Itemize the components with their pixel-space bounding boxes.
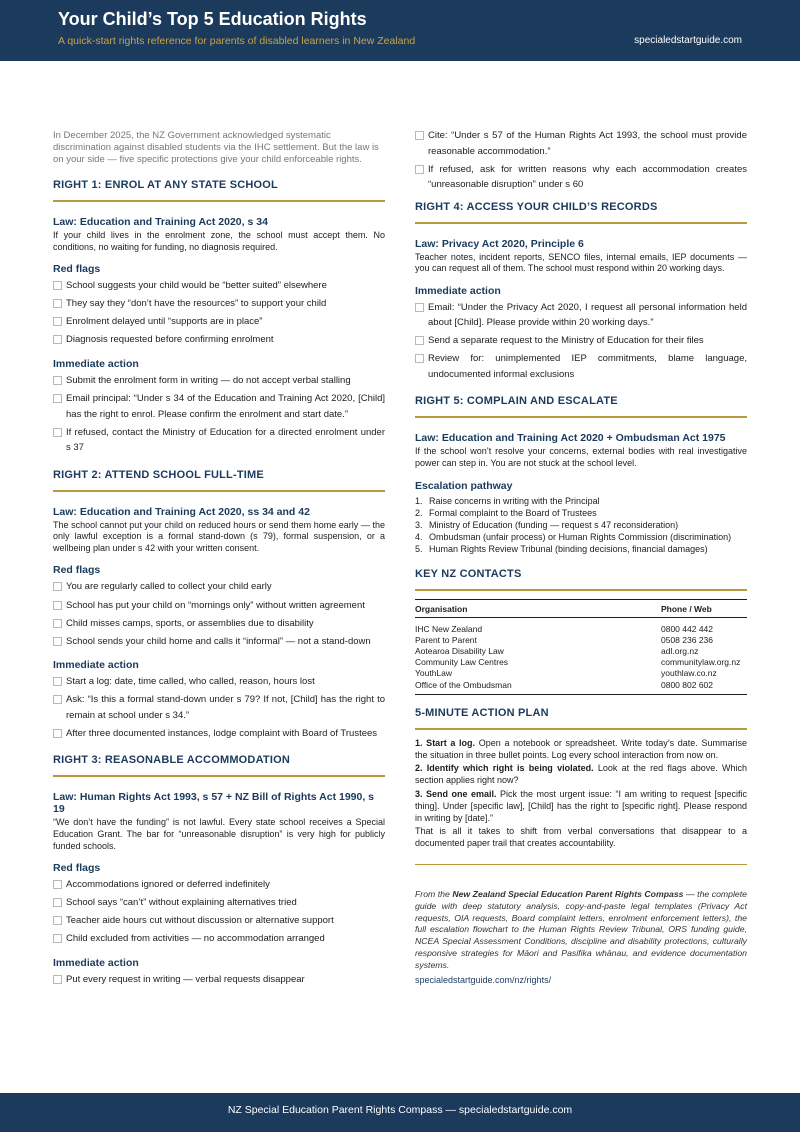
org-cell: YouthLaw [415, 668, 453, 679]
page-footer: NZ Special Education Parent Rights Compass — specialedstartguide.com [0, 1093, 800, 1132]
right2-action-label: Immediate action [53, 659, 139, 672]
checklist-item [53, 616, 385, 632]
checklist-item-text: After three documented instances, lodge complaint with Board of Trustees [66, 727, 378, 739]
checklist-item-text: Enrolment delayed until “supports are in place” [66, 316, 263, 328]
table-row [415, 657, 747, 668]
pathway-step [415, 495, 747, 507]
checklist-item-text: Child excluded from activities — no accommodation arranged [66, 933, 325, 945]
org-cell: Community Law Centres [415, 657, 509, 668]
table-row [415, 680, 747, 695]
step-text: Formal complaint to the Board of Trustees [429, 507, 597, 518]
checklist-item [53, 726, 385, 742]
table-row [415, 646, 747, 657]
checklist-item-text: Send a separate request to the Ministry of Education for their files [428, 335, 704, 347]
checklist-item [53, 579, 385, 595]
page-header [0, 0, 800, 61]
right3-red-flags-list [53, 877, 385, 947]
checklist-item [53, 314, 385, 330]
plan-step-2-text: Look at the red flags above. Which section applies right now? [415, 763, 747, 786]
checklist-item-text: They say they “don’t have the resources” to support your child [66, 298, 327, 310]
web-link-cell[interactable]: adl.org.nz [661, 646, 699, 657]
checklist-item [53, 391, 385, 422]
checklist-item-text: Cite: “Under s 57 of the Human Rights Act 1993, the school must provide reasonable accommodation.” [428, 130, 747, 157]
promo-book-title: New Zealand Special Education Parent Rights Compass [452, 889, 684, 900]
checkbox[interactable] [53, 394, 62, 403]
checklist-item [53, 972, 385, 988]
phone-cell: 0800 802 602 [661, 680, 747, 695]
table-row [415, 635, 747, 646]
phone-cell: 0508 236 236 [661, 634, 713, 645]
checklist-item [53, 913, 385, 929]
checkbox[interactable] [53, 695, 62, 704]
promo-link[interactable]: specialedstartguide.com/nz/rights/ [415, 974, 552, 985]
checkbox[interactable] [53, 975, 62, 984]
step-number: 3. [415, 519, 423, 530]
plan-step-1-text: Open a notebook or spreadsheet. Write today’s date. Summarise the situation in three bullet points. Log every school interaction from now on. [415, 737, 748, 760]
checkbox[interactable] [415, 131, 424, 140]
pathway-step [415, 531, 747, 543]
checklist-item [415, 162, 747, 193]
checkbox[interactable] [415, 354, 424, 363]
right3-section [53, 754, 385, 987]
checkbox[interactable] [415, 336, 424, 345]
org-cell: Parent to Parent [415, 634, 477, 645]
right3-heading: RIGHT 3: REASONABLE ACCOMMODATION [53, 754, 385, 777]
step-number: 5. [415, 543, 423, 554]
right2-heading: RIGHT 2: ATTEND SCHOOL FULL-TIME [53, 469, 385, 492]
checklist-item [53, 931, 385, 947]
checklist-item [53, 373, 385, 389]
right3-actions-list [53, 972, 385, 988]
page-subtitle: A quick-start rights reference for parents of disabled learners in New Zealand [58, 35, 416, 47]
step-number: 2. [415, 507, 423, 518]
checklist-item [53, 692, 385, 723]
right4-actions-list [415, 300, 747, 383]
contacts-heading: KEY NZ CONTACTS [415, 568, 747, 591]
step-text: Ombudsman (unfair process) or Human Rights Commission (discrimination) [429, 531, 732, 542]
right2-red-flags-list [53, 579, 385, 649]
right5-section [415, 395, 747, 554]
checklist-item-text: School suggests your child would be “better suited” elsewhere [66, 280, 327, 292]
checklist-item-text: Submit the enrolment form in writing — do not accept verbal stalling [66, 374, 351, 386]
checklist-item [53, 278, 385, 294]
checkbox[interactable] [53, 601, 62, 610]
escalation-pathway-list [415, 495, 747, 555]
checklist-item-text: If refused, contact the Ministry of Education for a directed enrolment under s 37 [66, 426, 385, 454]
checklist-item-text: Diagnosis requested before confirming enrolment [66, 334, 274, 346]
org-cell: IHC New Zealand [415, 623, 483, 634]
checklist-item [53, 895, 385, 911]
plan-step-1-title: 1. Start a log. [415, 737, 476, 748]
plan-step-3 [415, 789, 747, 824]
left-column [53, 128, 385, 990]
right1-actions-list [53, 373, 385, 456]
table-row [415, 668, 747, 679]
org-cell: Aotearoa Disability Law [415, 646, 504, 657]
right2-red-flags-label: Red flags [53, 564, 101, 577]
table-row [415, 617, 747, 635]
checklist-item [415, 128, 747, 159]
checkbox[interactable] [53, 619, 62, 628]
pathway-step [415, 543, 747, 555]
checkbox[interactable] [53, 677, 62, 686]
right1-heading: RIGHT 1: ENROL AT ANY STATE SCHOOL [53, 179, 385, 202]
table-header-row [415, 599, 747, 617]
checklist-item-text: Child misses camps, sports, or assemblies due to disability [66, 617, 314, 629]
step-number: 1. [415, 495, 423, 506]
checkbox[interactable] [415, 303, 424, 312]
checklist-item-text: School sends your child home and calls it “informal” — not a stand-down [66, 635, 371, 647]
org-cell: Office of the Ombudsman [415, 680, 661, 695]
promo-lead: From the [415, 889, 453, 900]
right1-description: If your child lives in the enrolment zone, the school must accept them. No conditions, no waiting for funding, no diagnosis required. [53, 230, 385, 252]
step-text: Raise concerns in writing with the Principal [429, 495, 600, 506]
promo-description: — the complete guide with deep statutory analysis, copy-and-paste legal templates (Privacy Act requests, OIA requests, Board complaint letters, enrolment enforcement letters), the full escalation flowchart to the Human Rights Review Tribunal, ORS funding guide, NCEA Special Assessment Conditions, discipline and disability protections, culturally responsive strategies for Māori and Pasifika whānau, and evidence documentation systems. [415, 889, 747, 970]
checklist-item [53, 634, 385, 650]
checklist-item-text: If refused, ask for written reasons why each accommodation creates “unreasonable disruption” under s 60 [428, 163, 747, 191]
right3-action-label: Immediate action [53, 956, 139, 969]
plan-step-2-title: 2. Identify which right is being violated. [415, 763, 594, 774]
checklist-item-text: You are regularly called to collect your child early [66, 581, 272, 593]
plan-step-1 [415, 738, 747, 762]
promo-text [415, 889, 747, 972]
right-column [415, 128, 747, 985]
step-text: Ministry of Education (funding — request s 47 reconsideration) [429, 519, 679, 530]
pathway-step [415, 507, 747, 519]
checkbox[interactable] [53, 916, 62, 925]
right2-section [53, 469, 385, 742]
checklist-item [53, 674, 385, 690]
checkbox[interactable] [53, 898, 62, 907]
checkbox[interactable] [53, 582, 62, 591]
checkbox[interactable] [53, 299, 62, 308]
checklist-item-text: Email: “Under the Privacy Act 2020, I request all personal information held about [Child]. Please provide within 20 working days.” [428, 301, 747, 329]
checklist-item-text: Ask: “Is this a formal stand-down under s 79? If not, [Child] has the right to remain at school under s 34.” [66, 694, 385, 721]
plan-step-3-text: Pick the most urgent issue: “I am writing to request [specific thing]. Under [specific law], [Child] has the right to [specific right]. Please respond in writing by [date].” [415, 789, 747, 823]
checklist-item-text: School has put your child on “mornings only” without written agreement [66, 599, 365, 611]
right4-law: Law: Privacy Act 2020, Principle 6 [415, 237, 584, 250]
right5-law: Law: Education and Training Act 2020 + Ombudsman Act 1975 [415, 432, 726, 445]
checkbox[interactable] [53, 880, 62, 889]
checklist-item [53, 296, 385, 312]
header-site-link[interactable]: specialedstartguide.com [634, 35, 742, 46]
checklist-item-text: Accommodations ignored or deferred indefinitely [66, 879, 270, 891]
checkbox[interactable] [53, 934, 62, 943]
divider [415, 864, 747, 865]
right4-action-label: Immediate action [415, 284, 501, 297]
right5-pathway-label: Escalation pathway [415, 479, 513, 492]
checkbox[interactable] [53, 729, 62, 738]
right1-section [53, 179, 385, 456]
action-plan-heading: 5-MINUTE ACTION PLAN [415, 707, 747, 730]
column-header-phone-web: Phone / Web [661, 599, 747, 617]
checklist-item-text: School says “can’t” without explaining alternatives tried [66, 897, 297, 909]
checkbox[interactable] [53, 281, 62, 290]
web-link-cell[interactable]: youthlaw.co.nz [661, 668, 717, 679]
step-number: 4. [415, 531, 423, 542]
right2-description: The school cannot put your child on reduced hours or send them home early — the only lawful exception is a formal stand-down (s 79), formal suspension, or a wellbeing plan under s 42 with your written consent. [53, 519, 385, 553]
right4-section [415, 201, 747, 383]
right1-law: Law: Education and Training Act 2020, s 34 [53, 216, 268, 228]
web-link-cell[interactable]: communitylaw.org.nz [661, 657, 741, 668]
right1-red-flags-label: Red flags [53, 263, 101, 276]
checkbox[interactable] [53, 376, 62, 385]
checkbox[interactable] [53, 317, 62, 326]
column-header-organisation: Organisation [415, 599, 661, 617]
checklist-item [53, 332, 385, 348]
right5-description: If the school won’t resolve your concerns, external bodies with real investigative power can step in. You are not stuck at the school level. [415, 446, 747, 469]
right4-heading: RIGHT 4: ACCESS YOUR CHILD’S RECORDS [415, 201, 747, 224]
action-plan-section [415, 707, 747, 865]
contacts-section [415, 568, 747, 695]
phone-cell: 0800 442 442 [661, 623, 713, 634]
right5-heading: RIGHT 5: COMPLAIN AND ESCALATE [415, 395, 747, 418]
step-text: Human Rights Review Tribunal (binding decisions, financial damages) [429, 543, 708, 554]
right1-action-label: Immediate action [53, 357, 139, 370]
checklist-item [53, 877, 385, 893]
pathway-step [415, 519, 747, 531]
checklist-item-text: Email principal: “Under s 34 of the Education and Training Act 2020, [Child] has the right to enrol. Please confirm the enrolment and start date.” [66, 393, 385, 420]
checklist-item [53, 598, 385, 614]
page-title: Your Child’s Top 5 Education Rights [58, 9, 367, 29]
checkbox[interactable] [53, 428, 62, 437]
right3-red-flags-label: Red flags [53, 862, 101, 875]
right3-law: Law: Human Rights Act 1993, s 57 + NZ Bill of Rights Act 1990, s 19 [53, 791, 375, 816]
checklist-item-text: Start a log: date, time called, who called, reason, hours lost [66, 676, 315, 688]
checklist-item-text: Review for: unimplemented IEP commitments, blame language, undocumented informal exclusions [428, 353, 747, 380]
plan-closing: That is all it takes to shift from verbal conversations that disappear to a documented paper trail that creates accountability. [415, 826, 747, 849]
contacts-table [415, 599, 747, 695]
checkbox[interactable] [53, 335, 62, 344]
checklist-item-text: Put every request in writing — verbal requests disappear [66, 973, 305, 985]
right4-description: Teacher notes, incident reports, SENCO files, internal emails, IEP documents — you can request all of them. The school must respond within 20 working days. [415, 251, 747, 274]
plan-step-3-title: 3. Send one email. [415, 789, 497, 800]
checklist-item-text: Teacher aide hours cut without discussion or alternative support [66, 915, 334, 927]
right3-description: “We don’t have the funding” is not lawful. Every state school receives a Special Education Grant. The bar for “unreasonable disruption” is very high for publicly funded schools. [53, 817, 385, 851]
right1-red-flags-list [53, 278, 385, 348]
plan-step-2 [415, 763, 747, 787]
right2-law: Law: Education and Training Act 2020, ss 34 and 42 [53, 505, 310, 518]
checklist-item [415, 333, 747, 349]
intro-text: In December 2025, the NZ Government acknowledged systematic discrimination against disabled students via the IHC settlement. But the law is on your side — five specific protections give your child enforceable rights. [53, 130, 379, 165]
checkbox[interactable] [415, 165, 424, 174]
checklist-item [415, 300, 747, 331]
checklist-item [53, 425, 385, 456]
checkbox[interactable] [53, 637, 62, 646]
right3-actions-continued [415, 128, 747, 193]
right2-actions-list [53, 674, 385, 741]
checklist-item [415, 351, 747, 382]
